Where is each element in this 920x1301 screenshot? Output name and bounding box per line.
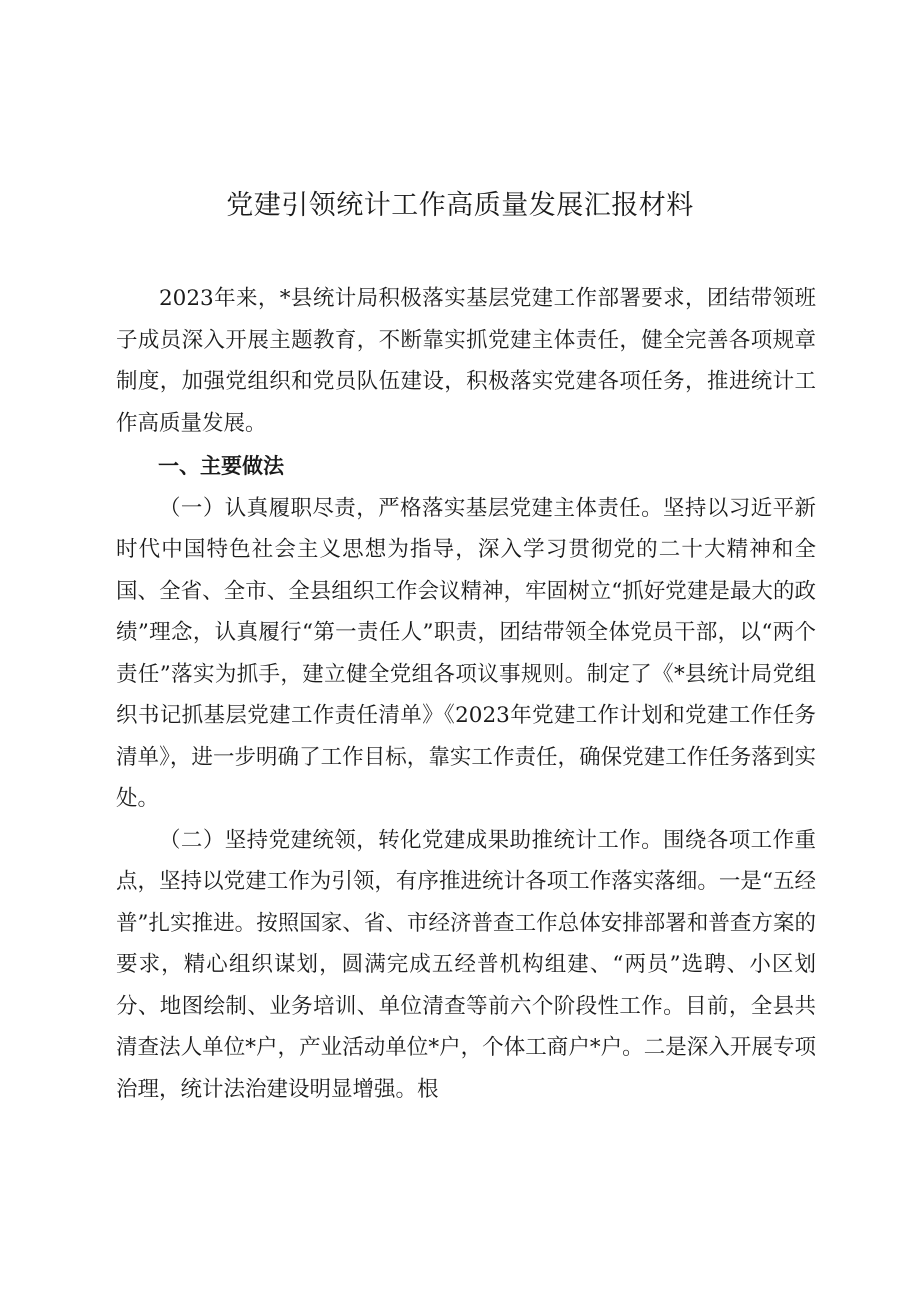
document-body	[116, 278, 816, 1110]
paragraph-responsibility: （一）认真履职尽责，严格落实基层党建主体责任。坚持以习近平新时代中国特色社会主义思想为指导，深入学习贯彻党的二十大精神和全国、全省、全市、全县组织工作会议精神，牢固树立“抓好党建是最大的政绩”理念，认真履行“第一责任人”职责，团结带领全体党员干部，以“两个责任”落实为抓手，建立健全党组各项议事规则。制定了《*县统计局党组织书记抓基层党建工作责任清单》《2023年党建工作计划和党建工作任务清单》，进一步明确了工作目标，靠实工作责任，确保党建工作任务落到实处。	[116, 495, 816, 811]
document-title: 党建引领统计工作高质量发展汇报材料	[226, 190, 694, 221]
section-heading-main-practices: 一、主要做法	[158, 454, 284, 478]
intro-paragraph: 2023年来，*县统计局积极落实基层党建工作部署要求，团结带领班子成员深入开展主题教育，不断靠实抓党建主体责任，健全完善各项规章制度，加强党组织和党员队伍建设，积极落实党建各项任务，推进统计工作高质量发展。	[116, 286, 816, 436]
paragraph-party-leadership: （二）坚持党建统领，转化党建成果助推统计工作。围绕各项工作重点，坚持以党建工作为引领，有序推进统计各项工作落实落细。一是“五经普”扎实推进。按照国家、省、市经济普查工作总体安排部署和普查方案的要求，精心组织谋划，圆满完成五经普机构组建、“两员”选聘、小区划分、地图绘制、业务培训、单位清查等前六个阶段性工作。目前，全县共清查法人单位*户，产业活动单位*户，个体工商户*户。二是深入开展专项治理，统计法治建设明显增强。根	[116, 827, 816, 1102]
